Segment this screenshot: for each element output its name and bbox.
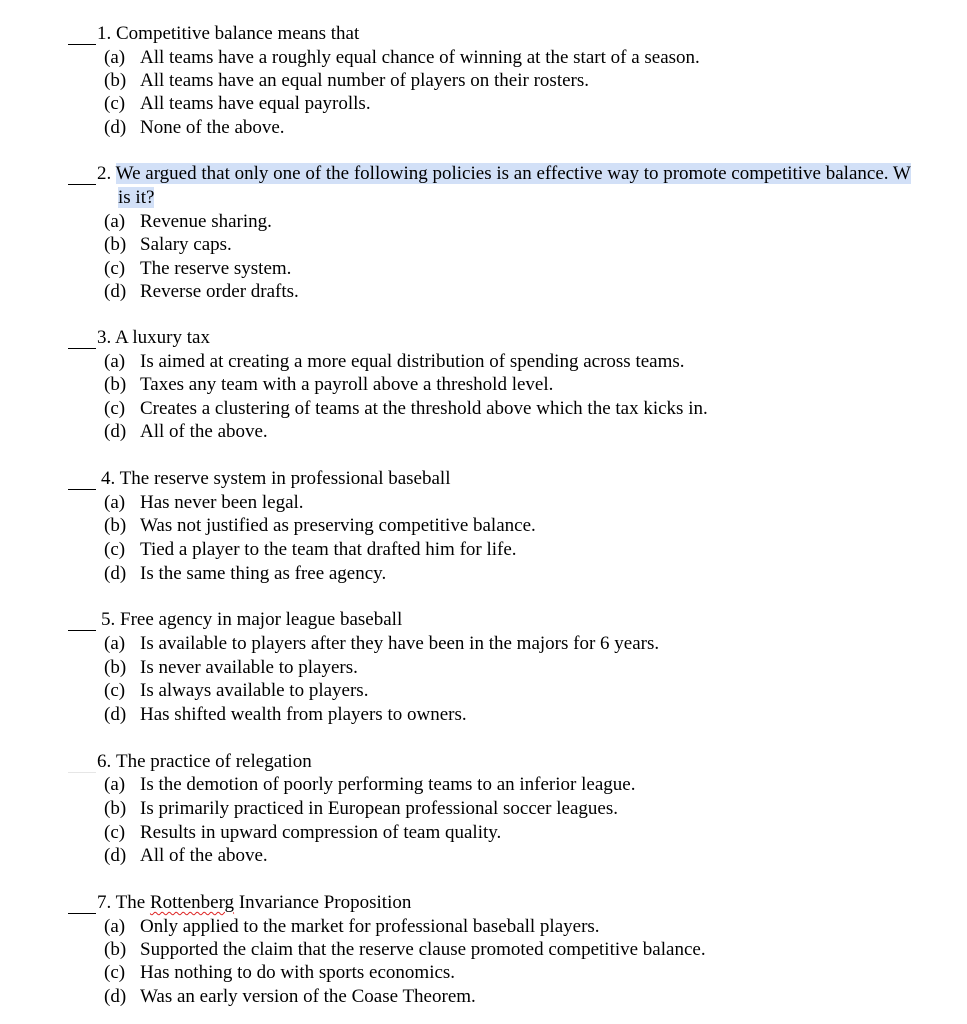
option-c: (c) Has nothing to do with sports economics. <box>104 962 456 983</box>
option-b: (b) Is never available to players. <box>104 657 358 678</box>
option-d: (d) Reverse order drafts. <box>104 281 299 302</box>
answer-blank[interactable] <box>68 22 96 45</box>
option-b: (b) Was not justified as preserving competitive balance. <box>104 515 536 536</box>
question-stem: 4. The reserve system in professional baseball <box>101 468 451 489</box>
option-a: (a) Is aimed at creating a more equal distribution of spending across teams. <box>104 351 685 372</box>
question-stem: 5. Free agency in major league baseball <box>101 609 403 630</box>
selected-text[interactable]: is it? <box>118 187 155 208</box>
option-a: (a) Is available to players after they have been in the majors for 6 years. <box>104 633 660 654</box>
answer-blank[interactable] <box>68 467 96 490</box>
option-b: (b) All teams have an equal number of players on their rosters. <box>104 70 589 91</box>
option-a: (a) Has never been legal. <box>104 492 304 513</box>
option-b: (b) Salary caps. <box>104 234 232 255</box>
selected-text[interactable]: We argued that only one of the following policies is an effective way to promote competitive balance. W <box>115 163 911 184</box>
question-stem-continuation <box>118 186 154 210</box>
answer-blank[interactable] <box>68 326 96 349</box>
option-d: (d) Has shifted wealth from players to owners. <box>104 704 467 725</box>
question-stem: 6. The practice of relegation <box>97 751 312 772</box>
option-c: (c) Tied a player to the team that drafted him for life. <box>104 539 517 560</box>
question-stem: 7. The Rottenberg Invariance Proposition <box>97 892 412 913</box>
option-c: (c) All teams have equal payrolls. <box>104 93 371 114</box>
option-d: (d) None of the above. <box>104 117 285 138</box>
option-b: (b) Supported the claim that the reserve clause promoted competitive balance. <box>104 939 706 960</box>
question-stem: 1. Competitive balance means that <box>97 23 360 44</box>
option-d: (d) Is the same thing as free agency. <box>104 563 387 584</box>
option-b: (b) Is primarily practiced in European professional soccer leagues. <box>104 798 618 819</box>
answer-blank[interactable] <box>68 608 96 631</box>
option-c: (c) The reserve system. <box>104 258 292 279</box>
question-stem: 3. A luxury tax <box>97 327 210 348</box>
question-stem: 2. We argued that only one of the following policies is an effective way to promote competitive balance. W <box>97 163 911 184</box>
option-c: (c) Is always available to players. <box>104 680 369 701</box>
option-b: (b) Taxes any team with a payroll above a threshold level. <box>104 374 554 395</box>
option-c: (c) Creates a clustering of teams at the threshold above which the tax kicks in. <box>104 398 708 419</box>
option-c: (c) Results in upward compression of team quality. <box>104 822 502 843</box>
spelling-flagged-word[interactable]: Rottenberg <box>149 892 235 913</box>
option-d: (d) Was an early version of the Coase Theorem. <box>104 986 476 1007</box>
answer-blank[interactable] <box>68 162 96 185</box>
option-a: (a) All teams have a roughly equal chance of winning at the start of a season. <box>104 47 700 68</box>
option-a: (a) Revenue sharing. <box>104 211 272 232</box>
option-a: (a) Only applied to the market for professional baseball players. <box>104 916 600 937</box>
option-a: (a) Is the demotion of poorly performing teams to an inferior league. <box>104 774 636 795</box>
option-d: (d) All of the above. <box>104 421 268 442</box>
option-d: (d) All of the above. <box>104 845 268 866</box>
answer-blank[interactable] <box>68 891 96 914</box>
answer-blank[interactable] <box>68 750 96 773</box>
